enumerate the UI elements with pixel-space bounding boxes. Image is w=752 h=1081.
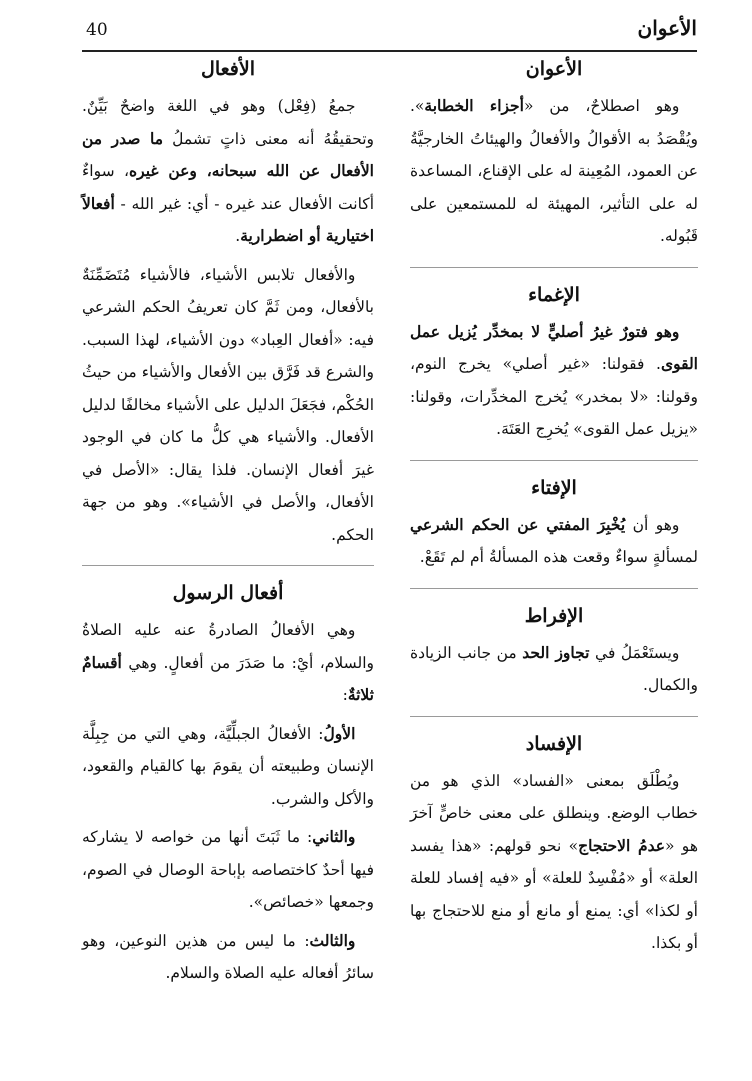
entry-title: الإغماء bbox=[528, 283, 580, 306]
entry-definition bbox=[410, 90, 698, 253]
bold-term: أفعالاً اختيارية أو اضطرارية bbox=[82, 193, 374, 245]
definition-paragraph bbox=[410, 509, 698, 574]
definition-paragraph bbox=[410, 316, 698, 446]
entry-definition bbox=[82, 90, 374, 551]
text-run: . bbox=[235, 227, 241, 245]
bold-term: الأولُ bbox=[323, 723, 356, 743]
bold-term: أقسامٌ ثلاثةٌ bbox=[82, 652, 374, 704]
text-run: ». ويُقْصَدُ به الأقوالُ والأفعالُ والهيئاتُ الخارجيَّةُ عن العمود، المُعِينة له على الإقناع، المساعدة له على التأثير، المهيئة له للمستمعين على قَبُوله. bbox=[410, 97, 698, 245]
entry-definition bbox=[410, 509, 698, 574]
text-run: وهي الأفعالُ الصادرةُ عنه عليه الصلاةُ والسلام، أيْ: ما صَدَرَ من أفعالٍ. وهي bbox=[82, 621, 374, 672]
bold-term: والثاني bbox=[312, 827, 356, 846]
text-run: ، سواءٌ أكانت الأفعال عند غيره - أي: غير الله - bbox=[82, 162, 374, 213]
dictionary-entry bbox=[410, 605, 698, 717]
entry-title: الأعوان bbox=[525, 58, 583, 80]
bold-term: أجزاء الخطابة bbox=[424, 96, 524, 115]
text-run: من جانب الزيادة والكمال. bbox=[410, 643, 698, 694]
definition-paragraph bbox=[82, 821, 374, 919]
right-column bbox=[410, 58, 698, 990]
text-run: جمعُ (فِعْل) وهو في اللغة واضحٌ بَيِّنٌ. وتحقيقُهُ أنه معنى ذاتٍ تشملُ bbox=[82, 97, 375, 148]
definition-paragraph bbox=[82, 259, 374, 552]
dictionary-entry bbox=[82, 58, 374, 566]
definition-paragraph bbox=[410, 637, 698, 702]
dictionary-entry bbox=[410, 477, 698, 589]
text-run: ويُطْلَق بمعنى «الفساد» الذي هو من خطاب الوضع. وينطلق على معنى خاصٍّ آخرَ هو « bbox=[410, 771, 698, 855]
text-run: : ما ثَبَتَ أنها من خواصه لا يشاركه فيها أحدٌ كاختصاصه بإباحة الوصال في الصوم، وجمعها «خصائص». bbox=[82, 828, 374, 911]
text-run: : الأفعالُ الجبلِّيَّة، وهي التي من جِبِلَّة الإنسان وطبيعته أن يقومَ بها كالقيام والقعود، والأكل والشرب. bbox=[82, 724, 374, 808]
running-title: الأعوان bbox=[637, 16, 697, 40]
page-header bbox=[82, 14, 697, 52]
bold-term: تجاوز الحد bbox=[522, 642, 590, 662]
entry-definition bbox=[82, 614, 374, 990]
definition-paragraph bbox=[82, 90, 374, 253]
definition-paragraph bbox=[410, 765, 698, 960]
bold-term: ما صدر من الأفعال عن الله سبحانه، وعن غيره bbox=[82, 128, 374, 180]
text-run: : ما ليس من هذين النوعين، وهو سائرُ أفعاله عليه الصلاة والسلام. bbox=[82, 931, 374, 982]
entry-definition bbox=[410, 765, 698, 960]
bold-term: والثالث bbox=[309, 930, 356, 950]
entry-title: الأفعال bbox=[201, 58, 255, 80]
dictionary-entry bbox=[410, 284, 698, 461]
bold-term: يُخْبِرَ المفتي عن الحكم الشرعي bbox=[410, 514, 626, 534]
text-run: . فقولنا: «غير أصلي» يخرج النوم، وقولنا: «لا بمخدر» يُخرج المخدِّرات، وقولنا: «يزيل عمل القوى» يُخرِج العَتَهَ. bbox=[410, 355, 698, 438]
text-run: : bbox=[342, 686, 348, 704]
entry-title: الإفتاء bbox=[531, 476, 577, 499]
text-run: وهو أن bbox=[625, 515, 680, 534]
entry-title: الإفراط bbox=[524, 604, 584, 627]
dictionary-entry bbox=[410, 733, 698, 974]
entry-definition bbox=[410, 316, 698, 446]
bold-term: عدمُ الاحتجاج bbox=[578, 835, 666, 855]
left-column bbox=[82, 58, 374, 1020]
text-run: والأفعال تلابس الأشياء، فالأشياء مُتَضَمِّنَةٌ بالأفعال، ومن ثَمَّ كان تعريفُ الحكم الشرعي فيه: «أفعال العِباد» دون الأشياء، لهذا السبب. والشرع قد فَرَّق بين الأفعال والأشياء من حيثُ الحُكْم، فجَعَلَ الدليل على الأشياء مخالفًا لدليل الأفعال. والأشياء هي كلُّ ما كان في الوجود غيرَ أفعال الإنسان. فلذا يقال: «الأصل في الأفعال، والأصل في الأشياء». وهو من جهة الحكم. bbox=[82, 265, 374, 544]
dictionary-entry bbox=[410, 58, 698, 268]
bold-term: وهو فتورٌ غيرُ أصليٍّ لا بمخدِّر يُزيل عمل القوى bbox=[410, 321, 698, 373]
entry-definition bbox=[410, 637, 698, 702]
definition-paragraph bbox=[82, 718, 374, 816]
entry-title: أفعال الرسول bbox=[172, 582, 284, 604]
definition-paragraph bbox=[410, 90, 698, 253]
dictionary-entry bbox=[82, 582, 374, 1004]
text-run: » نحو قولهم: «هذا يفسد العلة» أو «مُفْسِدٌ للعلة» أو «فيه إفساد للعلة أو لكذا» أي: يمنع أو مانع أو منع للاحتجاج بها أو بكذا. bbox=[410, 836, 698, 952]
text-run: وهو اصطلاحٌ، من « bbox=[523, 97, 680, 115]
text-run: لمسألةٍ سواءٌ وقعت هذه المسألةُ أم لم تَقَعْ. bbox=[419, 548, 698, 566]
definition-paragraph bbox=[82, 614, 374, 712]
definition-paragraph bbox=[82, 925, 374, 990]
entry-title: الإفساد bbox=[525, 732, 583, 755]
page-number: 40 bbox=[86, 20, 108, 40]
text-run: ويستَعْمَلُ في bbox=[589, 643, 680, 662]
